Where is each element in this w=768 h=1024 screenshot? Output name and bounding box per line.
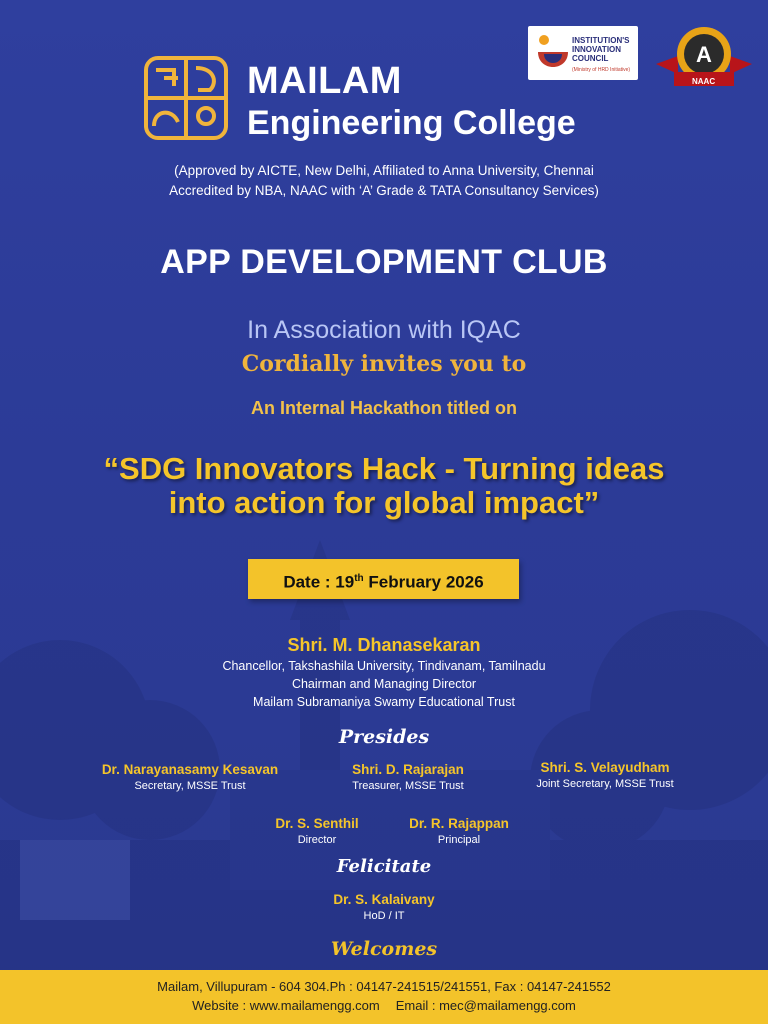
footer-address: Mailam, Villupuram - 604 304.Ph : 04147-241515/241551, Fax : 04147-241552 — [157, 979, 611, 994]
person-role: HoD / IT — [363, 910, 405, 922]
chief-guest-title-1: Chancellor, Takshashila University, Tindivanam, Tamilnadu — [222, 659, 546, 673]
person-role: Director — [297, 834, 337, 846]
date-rest: February 2026 — [363, 572, 484, 592]
welcomes-heading: Welcomes — [330, 938, 438, 960]
felicitate-heading: Felicitate — [336, 856, 432, 877]
iic-text: INSTITUTION'S INNOVATION COUNCIL — [572, 36, 630, 63]
person-name: Dr. S. Kalaivany — [333, 892, 435, 907]
person-role: Treasurer, MSSE Trust — [352, 780, 464, 792]
footer-contact-bar — [0, 970, 768, 1024]
chief-guest-title-3: Mailam Subramaniya Swamy Educational Trust — [253, 695, 515, 709]
hackathon-title-line2: into action for global impact” — [168, 485, 600, 520]
hackathon-intro: An Internal Hackathon titled on — [250, 398, 518, 418]
date-suffix: th — [354, 573, 364, 584]
approval-line2: Accredited by NBA, NAAC with ‘A’ Grade & TATA Consultancy Services) — [169, 183, 599, 198]
person-name: Dr. Narayanasamy Kesavan — [101, 762, 279, 777]
hackathon-title — [40, 452, 728, 520]
chief-guest-title-2: Chairman and Managing Director — [291, 677, 477, 691]
association-text: In Association with IQAC — [247, 316, 521, 344]
person-name: Shri. D. Rajarajan — [352, 762, 464, 777]
person-secretary — [70, 762, 310, 792]
college-name-line2: Engineering College — [247, 104, 576, 142]
naac-label: NAAC — [692, 77, 716, 86]
approval-line1: (Approved by AICTE, New Delhi, Affiliated to Anna University, Chennai — [174, 163, 594, 178]
iic-mark-icon — [534, 32, 570, 74]
person-joint-secretary — [505, 760, 705, 790]
person-name: Shri. S. Velayudham — [540, 760, 670, 775]
iic-subtext: (Ministry of HRD Initiative) — [572, 67, 631, 73]
club-title: APP DEVELOPMENT CLUB — [160, 243, 608, 281]
chief-guest-name: Shri. M. Dhanasekaran — [287, 635, 481, 655]
presides-heading: Presides — [338, 726, 430, 748]
hackathon-title-line1: “SDG Innovators Hack - Turning ideas — [103, 451, 665, 486]
person-treasurer — [318, 762, 498, 792]
person-role: Principal — [437, 834, 481, 846]
invites-text: Cordially invites you to — [241, 351, 527, 377]
iic-logo — [528, 26, 638, 80]
date-prefix: Date : 19 — [283, 572, 355, 592]
date-badge — [248, 559, 519, 599]
person-director — [250, 816, 384, 846]
footer-website: Website : www.mailamengg.com — [192, 998, 380, 1013]
person-name: Dr. S. Senthil — [275, 816, 359, 831]
person-role: Secretary, MSSE Trust — [134, 780, 246, 792]
person-role: Joint Secretary, MSSE Trust — [536, 778, 674, 790]
person-hod — [300, 892, 468, 922]
college-name-line1: MAILAM — [247, 60, 402, 102]
person-principal — [392, 816, 526, 846]
person-name: Dr. R. Rajappan — [409, 816, 509, 831]
naac-grade: A — [696, 42, 712, 67]
college-logo — [144, 56, 228, 140]
footer-email: Email : mec@mailamengg.com — [395, 998, 576, 1013]
footer-web-email — [0, 998, 768, 1013]
